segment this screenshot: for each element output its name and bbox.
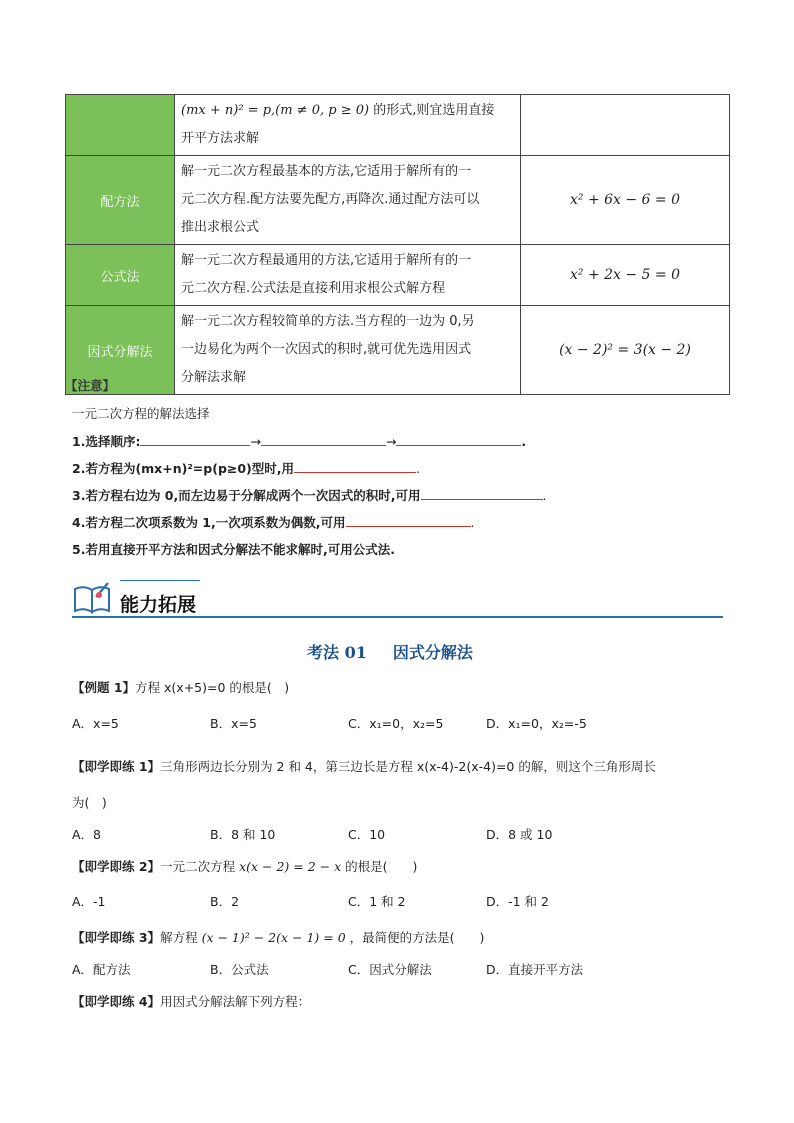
practice-2-question: 【即学即练 2】一元二次方程 x(x − 2) = 2 − x 的根是( ) xyxy=(72,859,418,874)
method-desc: (mx + n)² = p,(m ≠ 0, p ≥ 0) 的形式,则宜选用直接 开平方法求解 xyxy=(175,95,521,156)
kaofa-title: 考法 01 因式分解法 xyxy=(307,643,473,662)
option-c[interactable]: C．因式分解法 xyxy=(348,962,432,977)
note-item-3: 3.若方程右边为 0,而左边易于分解成两个一次因式的积时,可用 . xyxy=(72,488,547,503)
option-a[interactable]: A．配方法 xyxy=(72,962,131,977)
method-example: (x − 2)² = 3(x − 2) xyxy=(521,306,730,395)
method-desc: 解一元二次方程最通用的方法,它适用于解所有的一 元二次方程.公式法是直接利用求根公式解方程 xyxy=(175,245,521,306)
note-item-4: 4.若方程二次项系数为 1,一次项系数为偶数,可用 . xyxy=(72,515,475,530)
section-divider xyxy=(72,616,723,618)
formula: (mx + n)² = p,(m ≠ 0, p ≥ 0) xyxy=(181,103,370,118)
example-1-question: 【例题 1】方程 x(x+5)=0 的根是( ) xyxy=(72,680,290,695)
notebook-icon xyxy=(72,581,112,615)
option-b[interactable]: B．公式法 xyxy=(210,962,269,977)
method-name-empty xyxy=(66,95,175,156)
header-rule xyxy=(120,580,200,581)
option-b[interactable]: B．x=5 xyxy=(210,716,257,731)
practice-1-question: 【即学即练 1】三角形两边长分别为 2 和 4，第三边长是方程 x(x-4)-2(x-4)=0 的解，则这个三角形周长 xyxy=(72,759,656,774)
option-c[interactable]: C．10 xyxy=(348,827,386,842)
option-a[interactable]: A．8 xyxy=(72,827,102,842)
section-title: 能力拓展 xyxy=(120,594,197,616)
option-d[interactable]: D．-1 和 2 xyxy=(486,894,549,909)
option-b[interactable]: B．8 和 10 xyxy=(210,827,276,842)
note-item-1: 1.选择顺序: → → . xyxy=(72,434,527,449)
note-intro: 一元二次方程的解法选择 xyxy=(72,406,210,421)
practice-3-question: 【即学即练 3】解方程 (x − 1)² − 2(x − 1) = 0 ，最简便的方法是( ) xyxy=(72,930,485,945)
method-desc: 解一元二次方程最基本的方法,它适用于解所有的一 元二次方程.配方法要先配方,再降次.通过配方法可以 推出求根公式 xyxy=(175,156,521,245)
method-example: x² + 2x − 5 = 0 xyxy=(521,245,730,306)
practice-1-question-cont: 为( ) xyxy=(72,795,107,810)
note-title: 【注意】 xyxy=(65,378,116,393)
method-name: 公式法 xyxy=(66,245,175,306)
option-c[interactable]: C．1 和 2 xyxy=(348,894,406,909)
option-b[interactable]: B．2 xyxy=(210,894,240,909)
option-c[interactable]: C．x₁=0，x₂=5 xyxy=(348,716,444,731)
note-item-5: 5.若用直接开平方法和因式分解法不能求解时,可用公式法. xyxy=(72,542,395,557)
option-a[interactable]: A．x=5 xyxy=(72,716,119,731)
method-name: 配方法 xyxy=(66,156,175,245)
method-example-empty xyxy=(521,95,730,156)
method-name: 因式分解法 xyxy=(66,306,175,395)
method-example: x² + 6x − 6 = 0 xyxy=(521,156,730,245)
practice-4-question: 【即学即练 4】用因式分解法解下列方程： xyxy=(72,994,311,1009)
option-d[interactable]: D．x₁=0，x₂=-5 xyxy=(486,716,587,731)
note-item-2: 2.若方程为(mx+n)²=p(p≥0)型时,用 . xyxy=(72,461,421,476)
methods-table xyxy=(65,94,730,395)
option-a[interactable]: A．-1 xyxy=(72,894,106,909)
option-d[interactable]: D．8 或 10 xyxy=(486,827,553,842)
method-desc: 解一元二次方程较简单的方法.当方程的一边为 0,另 一边易化为两个一次因式的积时,就可优先选用因式 分解法求解 xyxy=(175,306,521,395)
option-d[interactable]: D．直接开平方法 xyxy=(486,962,584,977)
